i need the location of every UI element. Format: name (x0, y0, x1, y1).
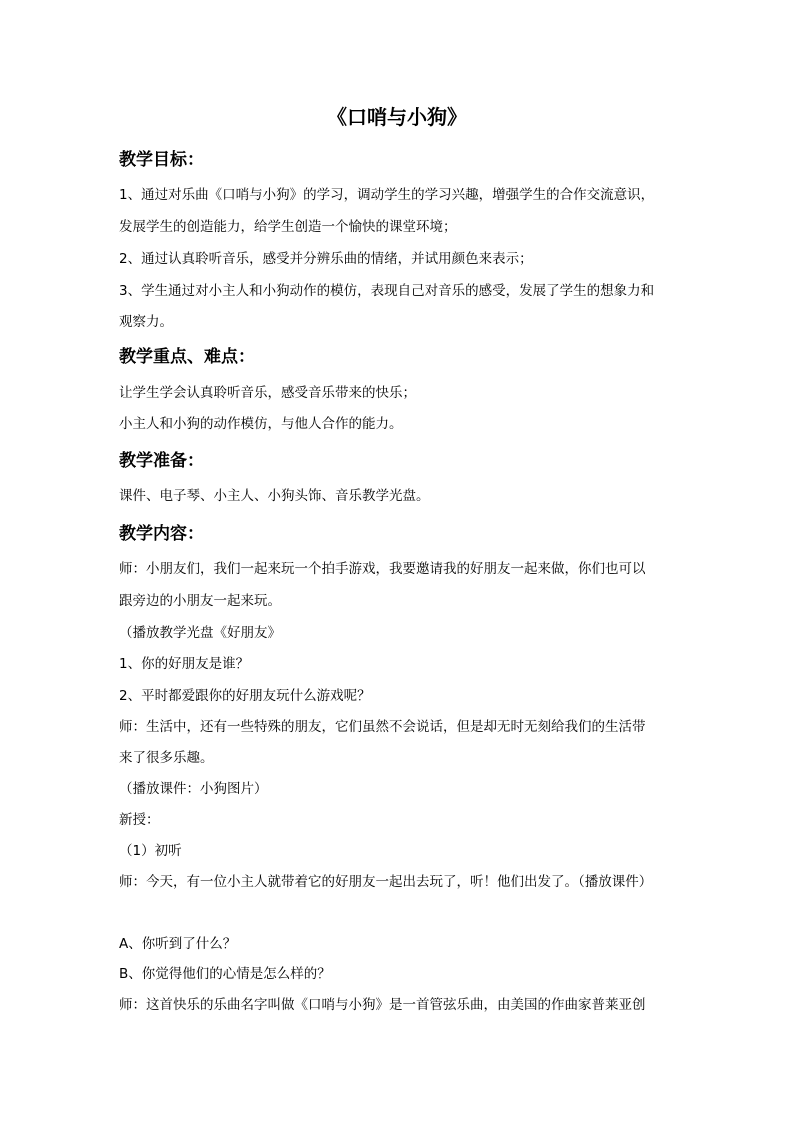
heading-teaching-prep: 教学准备： (119, 451, 204, 471)
content-line-10: （1）初听 (119, 843, 182, 859)
heading-teaching-content: 教学内容： (119, 524, 204, 544)
content-line-9: 新授： (119, 812, 160, 828)
content-line-8: （播放课件：小狗图片） (119, 781, 268, 797)
heading-key-points: 教学重点、难点： (119, 347, 255, 367)
content-line-13: B、你觉得他们的心情是怎么样的？ (119, 966, 331, 982)
document-title: 《口哨与小狗》 (327, 105, 467, 129)
content-line-4: 1、你的好朋友是谁？ (119, 656, 250, 672)
content-line-7: 来了很多乐趣。 (119, 750, 214, 766)
content-line-3: （播放教学光盘《好朋友》 (119, 625, 281, 641)
goals-line-3: 2、通过认真聆听音乐，感受并分辨乐曲的情绪，并试用颜色来表示； (119, 251, 533, 267)
content-line-6: 师：生活中，还有一些特殊的朋友，它们虽然不会说话，但是却无时无刻给我们的生活带 (119, 719, 646, 735)
content-line-2: 跟旁边的小朋友一起来玩。 (119, 593, 281, 609)
goals-line-4: 3、学生通过对小主人和小狗动作的模仿，表现自己对音乐的感受，发展了学生的想象力和 (119, 283, 655, 299)
content-line-14: 师：这首快乐的乐曲名字叫做《口哨与小狗》是一首管弦乐曲，由美国的作曲家普莱亚创 (119, 997, 646, 1013)
goals-line-1: 1、通过对乐曲《口哨与小狗》的学习，调动学生的学习兴趣，增强学生的合作交流意识， (119, 187, 655, 203)
goals-line-2: 发展学生的创造能力，给学生创造一个愉快的课堂环境； (119, 219, 457, 235)
heading-teaching-goals: 教学目标： (119, 150, 204, 170)
goals-line-5: 观察力。 (119, 314, 173, 330)
focus-line-2: 小主人和小狗的动作模仿，与他人合作的能力。 (119, 416, 403, 432)
content-line-11: 师：今天，有一位小主人就带着它的好朋友一起出去玩了，听！他们出发了。（播放课件） (119, 874, 653, 890)
content-line-1: 师：小朋友们，我们一起来玩一个拍手游戏，我要邀请我的好朋友一起来做，你们也可以 (119, 561, 646, 577)
prep-line-1: 课件、电子琴、小主人、小狗头饰、音乐教学光盘。 (119, 488, 430, 504)
content-line-5: 2、平时都爱跟你的好朋友玩什么游戏呢？ (119, 688, 371, 704)
focus-line-1: 让学生学会认真聆听音乐，感受音乐带来的快乐； (119, 385, 416, 401)
content-line-12: A、你听到了什么？ (119, 936, 237, 952)
